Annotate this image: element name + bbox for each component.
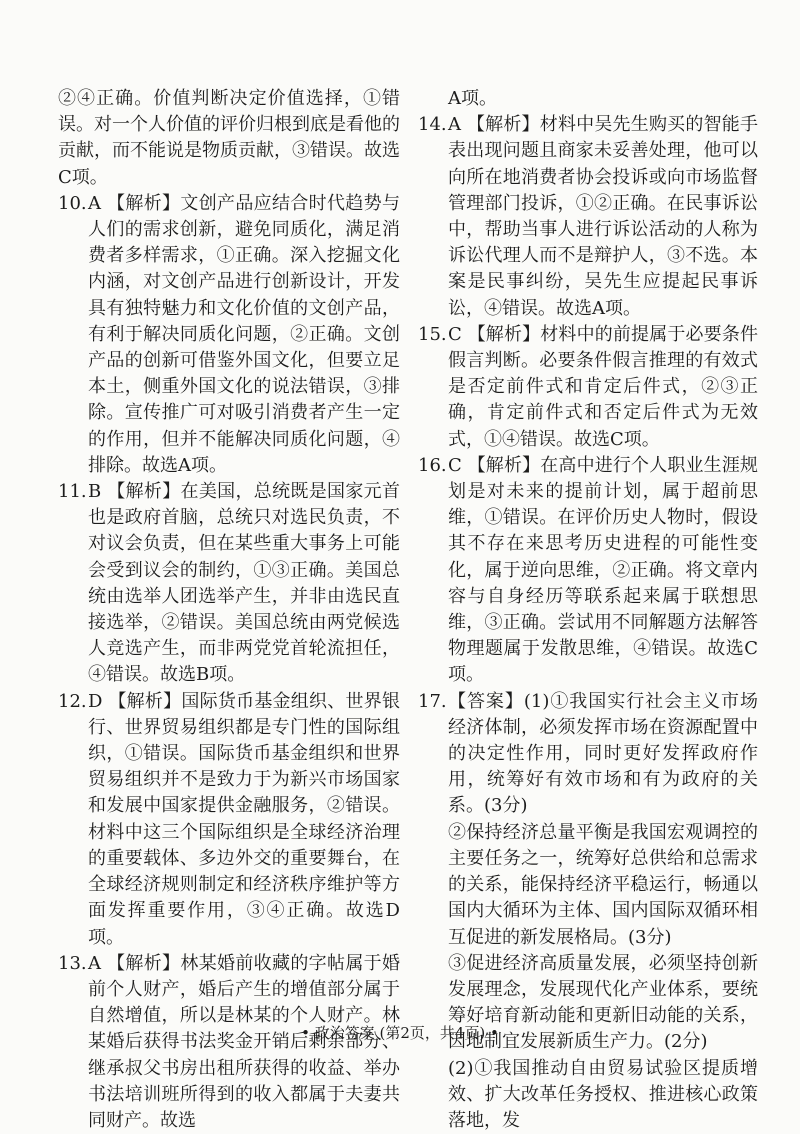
question-number: 13. [58,952,87,974]
answer-text: A 【解析】林某婚前收藏的字帖属于婚前个人财产，婚后产生的增值部分属于自然增值，所以是林某的个人财产。林某婚后获得书法奖金开销后剩余部分、继承叔父书房出租所获得的收益、举办书法培训班所得到的收入都属于夫妻共同财产。故选 [88,952,400,1131]
answer-text: A 【解析】文创产品应结合时代趋势与人们的需求创新，避免同质化，满足消费者多样需求，①正确。深入挖掘文化内涵，对文创产品进行创新设计，开发具有独特魅力和文化价值的文创产品，有利于解决同质化问题，②正确。文创产品的创新可借鉴外国文化，但要立足本土，侧重外国文化的说法错误，③排除。宣传推广可对吸引消费者产生一定的作用，但并不能解决同质化问题，④排除。故选A项。 [88,192,400,476]
answer-14 [418,112,758,322]
answer-16 [418,453,758,689]
page-footer: • 政治答案 (第2页，共4页) • [301,1024,499,1042]
answer-text: A项。 [448,88,497,109]
right-column [418,86,758,1134]
answer-17 [418,689,758,1134]
question-number: 14. [418,114,447,136]
question-number: 17. [418,690,447,712]
answer-part: 【答案】(1)①我国实行社会主义市场经济体制，必须发挥市场在资源配置中的决定性作用，同时更好发挥政府作用，统筹好有效市场和有为政府的关系。(3分) [448,690,758,817]
question-number: 11. [58,481,87,503]
answer-text: A 【解析】材料中吴先生购买的智能手表出现问题且商家未妥善处理，他可以向所在地消费者协会投诉或向市场监督管理部门投诉，①②正确。在民事诉讼中，帮助当事人进行诉讼活动的人称为诉讼代理人而不是辩护人，③不选。本案是民事纠纷，吴先生应提起民事诉讼，④错误。故选A项。 [448,114,758,319]
answer-text: C 【解析】材料中的前提属于必要条件假言判断。必要条件假言推理的有效式是否定前件式和肯定后件式，②③正确，肯定前件式和否定后件式为无效式，①④错误。故选C项。 [448,323,758,450]
answer-text: D 【解析】国际货币基金组织、世界银行、世界贸易组织都是专门性的国际组织，①错误。国际货币基金组织和世界贸易组织并不是致力于为新兴市场国家和发展中国家提供金融服务，②错误。材料中这三个国际组织是全球经济治理的重要载体、多边外交的重要舞台，在全球经济规则制定和经济秩序维护等方面发挥重要作用，③④正确。故选D项。 [88,690,400,948]
answer-13-continued [418,86,758,112]
answer-10 [58,191,400,479]
question-number: 10. [58,192,87,214]
answer-text: ②④正确。价值判断决定价值选择，①错误。对一个人价值的评价归根到底是看他的贡献，而不能说是物质贡献，③错误。故选C项。 [58,88,400,188]
question-number: 12. [58,690,87,712]
answer-part: ②保持经济总量平衡是我国宏观调控的主要任务之一，统筹好总供给和总需求的关系，能保持经济平稳运行，畅通以国内大循环为主体、国内国际双循环相互促进的新发展格局。(3分) [448,821,758,948]
answer-text: B 【解析】在美国，总统既是国家元首也是政府首脑，总统只对选民负责，不对议会负责，但在某些重大事务上可能会受到议会的制约，①③正确。美国总统由选举人团选举产生，并非由选民直接选举，②错误。美国总统由两党候选人竞选产生，而非两党党首轮流担任，④错误。故选B项。 [88,481,400,686]
answer-part: ③促进经济高质量发展，必须坚持创新发展理念，发展现代化产业体系，要统筹好培育新动能和更新旧动能的关系，因地制宜发展新质生产力。(2分) [448,952,758,1053]
answer-text: C 【解析】在高中进行个人职业生涯规划是对未来的提前计划，属于超前思维，①错误。在评价历史人物时，假设其不存在来思考历史进程的可能性变化，属于逆向思维，②正确。将文章内容与自身经历等联系起来属于联想思维，③正确。尝试用不同解题方法解答物理题属于发散思维，④错误。故选C项。 [448,454,758,686]
left-column [58,86,400,1134]
answer-11 [58,479,400,689]
answer-9-continued [58,86,400,191]
answer-part: (2)①我国推动自由贸易试验区提质增效、扩大改革任务授权、推进核心政策落地，发 [448,1057,758,1131]
question-number: 15. [418,323,447,345]
answer-12 [58,689,400,951]
answer-15 [418,322,758,453]
question-number: 16. [418,454,447,476]
